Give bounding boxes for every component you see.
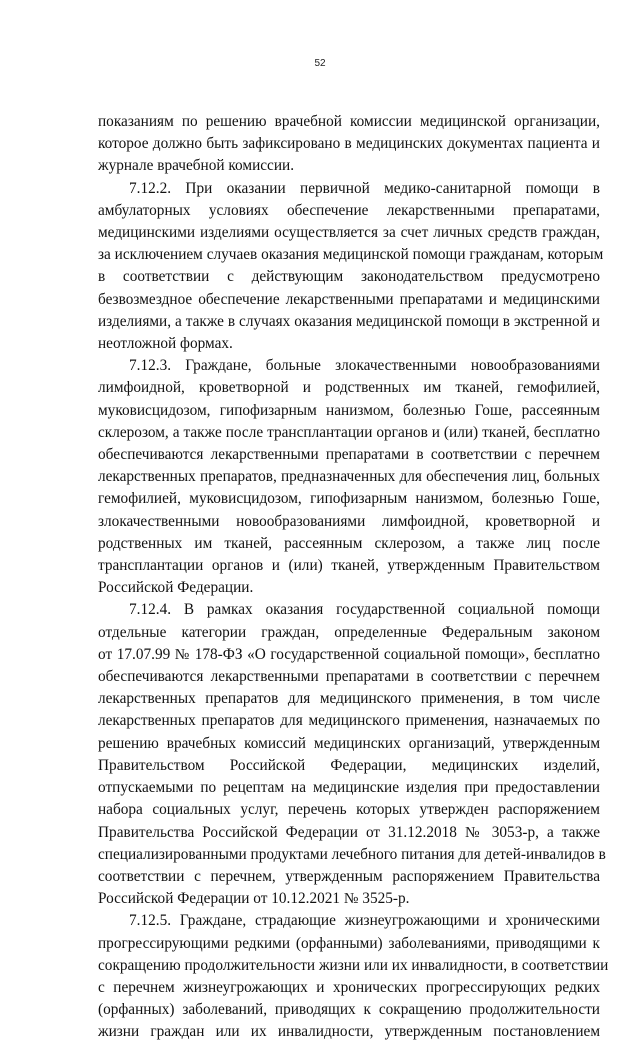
paragraph-continuation (98, 111, 600, 178)
text-line: 7.12.4. В рамках оказания государственной социальной помощи (129, 601, 600, 619)
text-line: обеспечиваются лекарственными препаратами в соответствии с перечнем (98, 668, 600, 686)
text-line: Российской Федерации от 10.12.2021 № 3525-р. (98, 890, 410, 908)
text-line: 7.12.3. Граждане, больные злокачественными новообразованиями (129, 357, 600, 375)
text-line: гемофилией, муковисцидозом, гипофизарным нанизмом, болезнью Гоше, (98, 490, 600, 508)
paragraph-7-12-2 (98, 178, 604, 356)
text-line: от 17.07.99 № 178-ФЗ «О государственной социальной помощи», бесплатно (98, 645, 600, 663)
text-line: лекарственных препаратов, предназначенных для обеспечения лиц, больных (98, 468, 600, 486)
text-line: муковисцидозом, гипофизарным нанизмом, болезнью Гоше, рассеянным (98, 401, 600, 419)
text-line: жизни граждан или их инвалидности, утвержденным постановлением (98, 1023, 600, 1041)
text-line: Правительства Российской Федерации от 31.12.2018 № 3053-р, а также (98, 823, 600, 841)
text-line: злокачественными новообразованиями лимфоидной, кроветворной и (98, 512, 600, 530)
text-line: 7.12.5. Граждане, страдающие жизнеугрожающими и хроническими (129, 912, 600, 930)
text-line: трансплантации органов и (или) тканей, утвержденным Правительством (98, 557, 600, 575)
text-line: сокращению продолжительности жизни или их инвалидности, в соответствии (98, 956, 609, 974)
text-line: неотложной формах. (98, 335, 233, 353)
text-line: родственных им тканей, рассеянным склерозом, а также лиц после (98, 534, 600, 552)
page-number: 52 (314, 58, 326, 69)
text-line: с перечнем жизнеугрожающих и хронических прогрессирующих редких (98, 978, 600, 996)
paragraph-7-12-5 (98, 910, 609, 1043)
text-line: за исключением случаев оказания медицинской помощи гражданам, которым (98, 246, 604, 264)
text-line: (орфанных) заболеваний, приводящих к сокращению продолжительности (98, 1001, 600, 1019)
text-line: журнале врачебной комиссии. (98, 157, 295, 175)
text-line: которое должно быть зафиксировано в медицинских документах пациента и (98, 135, 600, 153)
text-line: амбулаторных условиях обеспечение лекарственными препаратами, (98, 201, 600, 219)
text-line: соответствии с перечнем, утвержденным распоряжением Правительства (98, 867, 600, 885)
text-line: прогрессирующими редкими (орфанными) заболеваниями, приводящими к (98, 934, 600, 952)
text-line: лекарственных препаратов для медицинского применения, назначаемых по (98, 712, 600, 730)
text-line: медицинскими изделиями осуществляется за счет личных средств граждан, (98, 224, 600, 242)
text-line: 7.12.2. При оказании первичной медико-санитарной помощи в (129, 179, 600, 197)
text-line: обеспечиваются лекарственными препаратами в соответствии с перечнем (98, 446, 600, 464)
text-line: лимфоидной, кроветворной и родственных им тканей, гемофилией, (98, 379, 600, 397)
text-line: показаниям по решению врачебной комиссии медицинской организации, (98, 113, 600, 130)
text-line: отпускаемыми по рецептам на медицинские изделия при предоставлении (98, 779, 600, 797)
text-line: склерозом, а также после трансплантации органов и (или) тканей, бесплатно (98, 423, 600, 441)
text-line: Российской Федерации. (98, 579, 254, 597)
text-line: решению врачебных комиссий медицинских организаций, утвержденным (98, 734, 600, 752)
text-line: отдельные категории граждан, определенные Федеральным законом (98, 623, 600, 641)
text-line: безвозмездное обеспечение лекарственными препаратами и медицинскими (98, 290, 600, 308)
document-body (98, 111, 609, 1044)
text-line: набора социальных услуг, перечень которых утвержден распоряжением (98, 801, 600, 819)
text-line: в соответствии с действующим законодательством предусмотрено (98, 268, 600, 286)
text-line: изделиями, а также в случаях оказания медицинской помощи в экстренной и (98, 312, 600, 330)
text-line: лекарственных препаратов для медицинского применения, в том числе (98, 690, 600, 708)
paragraph-7-12-3 (98, 355, 600, 599)
text-line: Правительством Российской Федерации, медицинских изделий, (98, 756, 600, 774)
text-line: специализированными продуктами лечебного питания для детей-инвалидов в (98, 845, 606, 863)
paragraph-7-12-4 (98, 599, 606, 910)
